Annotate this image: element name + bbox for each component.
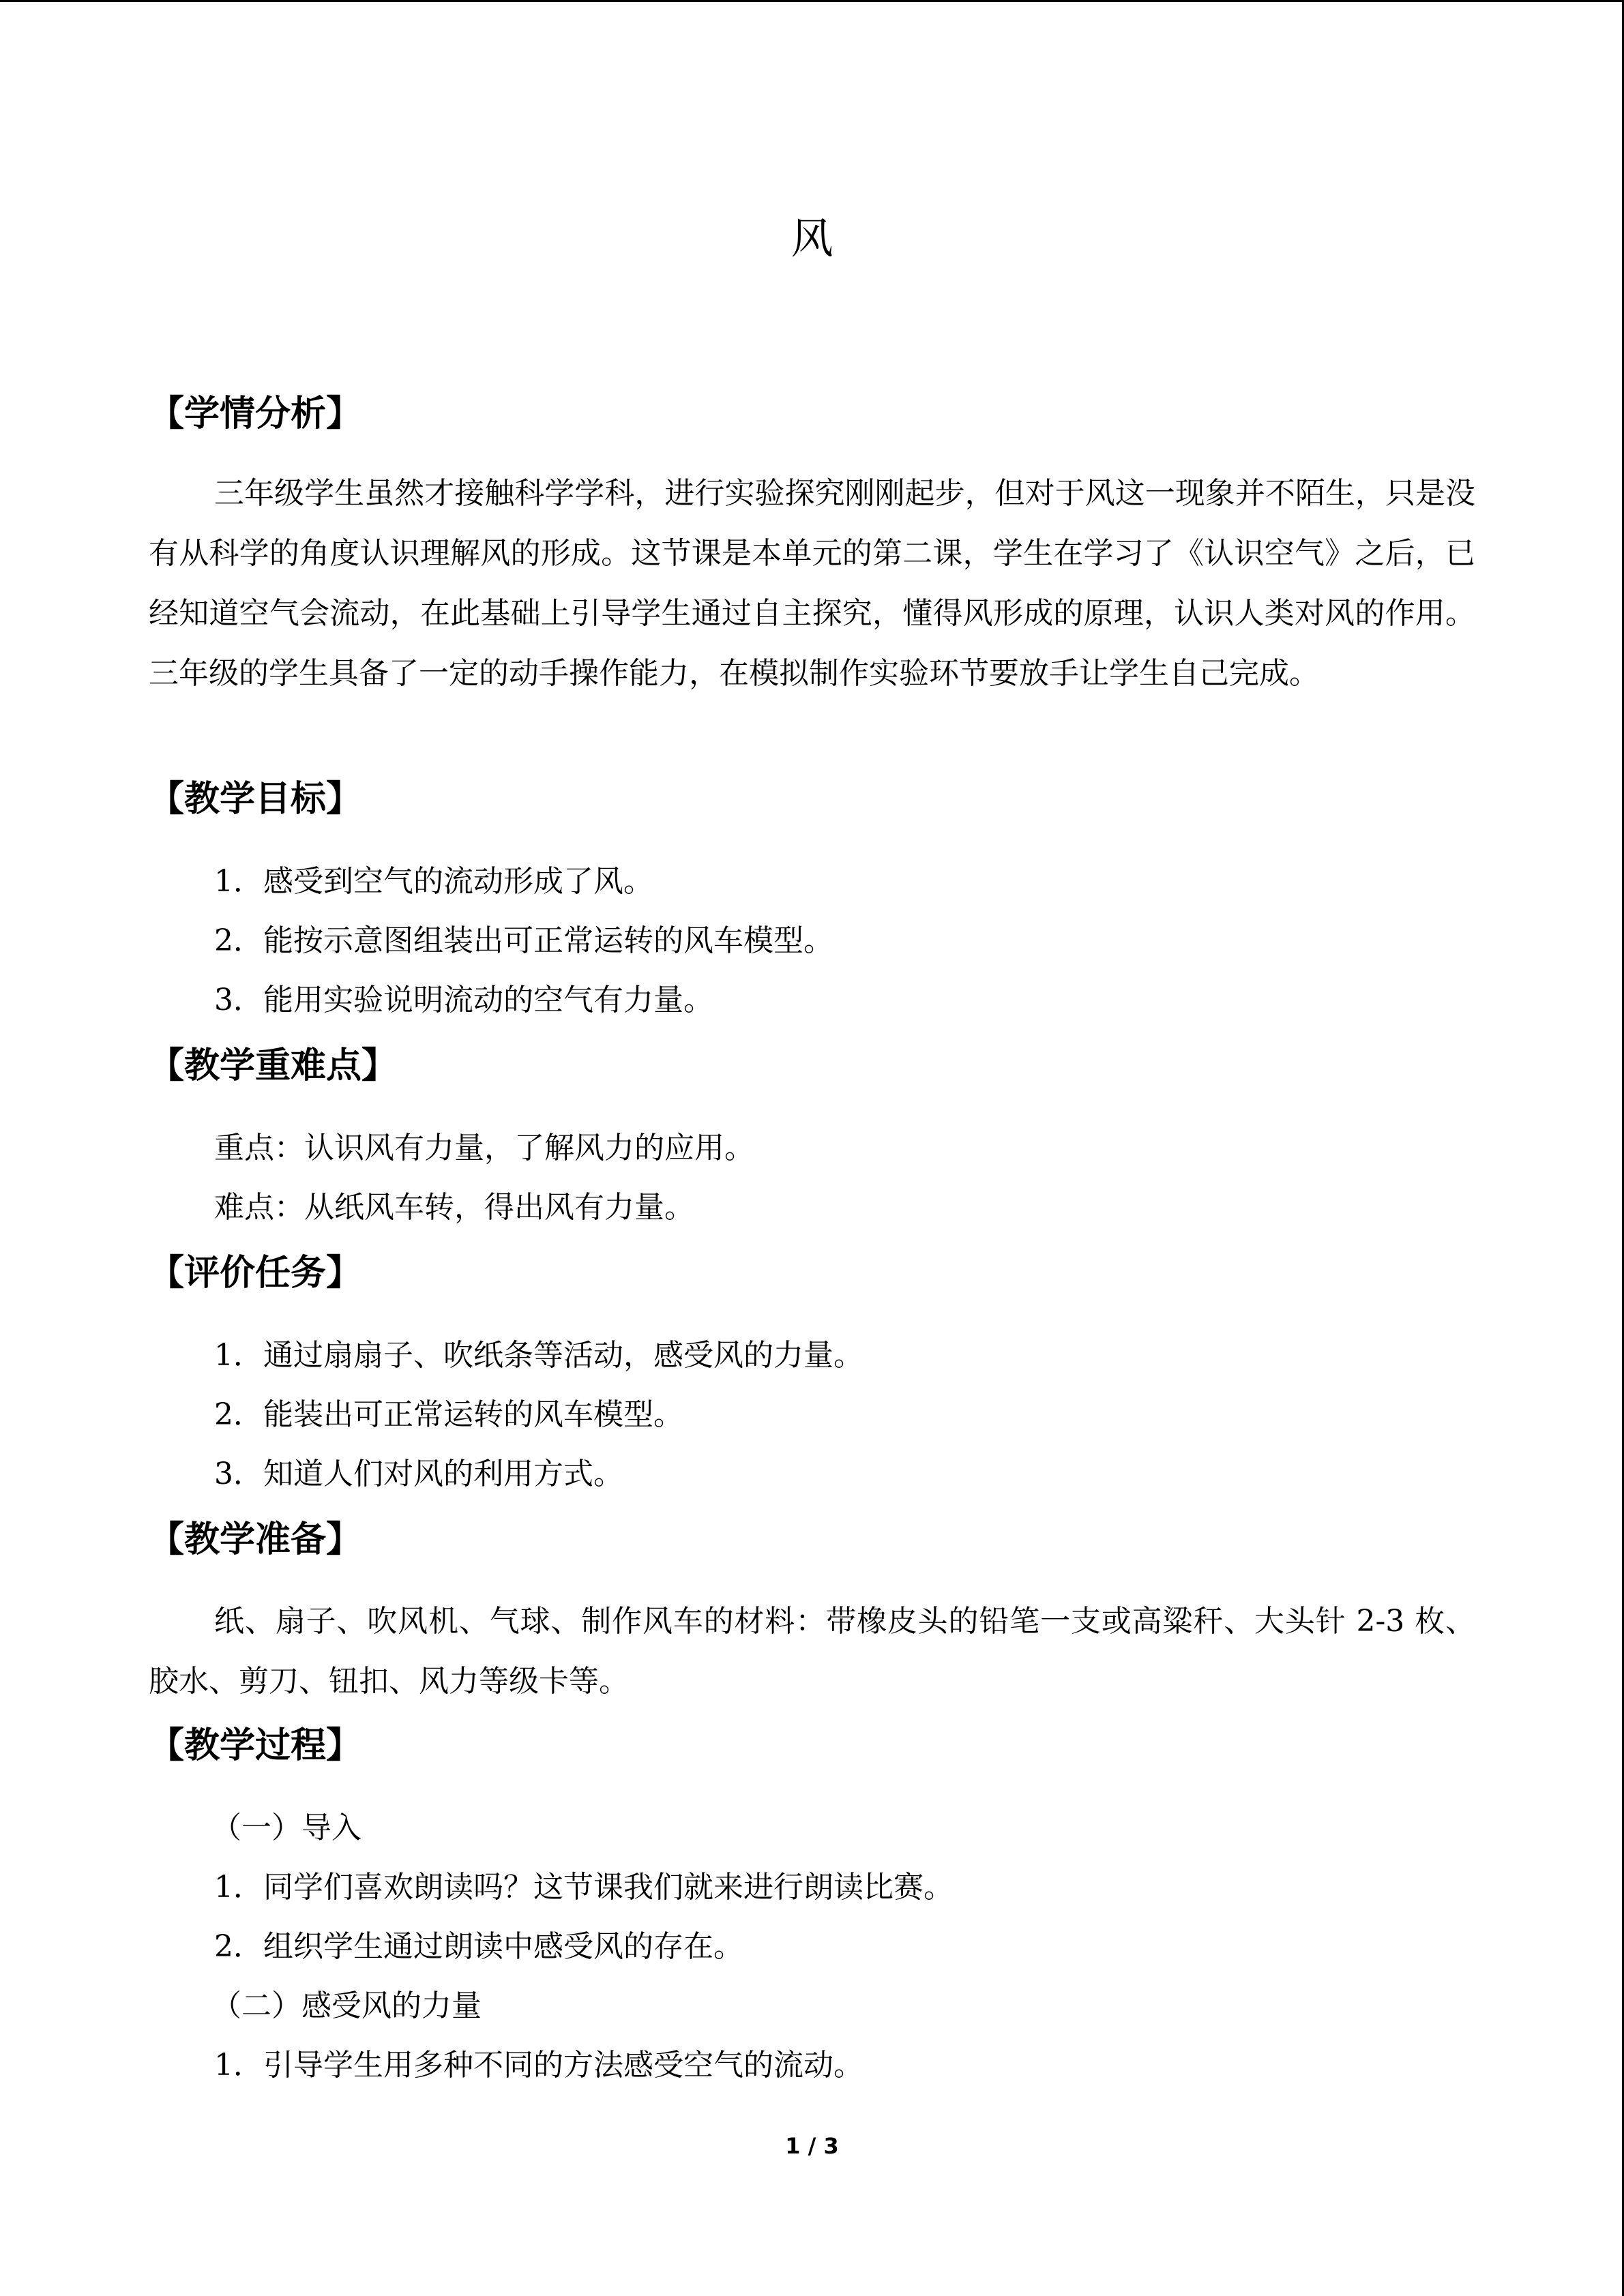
paragraph-analysis: 三年级学生虽然才接触科学学科，进行实验探究刚刚起步，但对于风这一现象并不陌生，只是没有从科学的角度认识理解风的形成。这节课是本单元的第二课，学生在学习了《认识空气》之后，已经知道空气会流动，在此基础上引导学生通过自主探究，懂得风形成的原理，认识人类对风的作用。三年级的学生具备了一定的动手操作能力，在模拟制作实验环节要放手让学生自己完成。 [149,476,1475,691]
heading-evaluation: 【评价任务】 [149,1253,362,1294]
page-number: 1 / 3 [785,2133,839,2159]
process-subheading-wind-force: （二）感受风的力量 [211,1988,482,2023]
page-title: 风 [791,213,833,263]
keypoint-focus: 重点：认识风有力量，了解风力的应用。 [214,1131,754,1165]
goal-item-3: 3．能用实验说明流动的空气有力量。 [214,983,713,1017]
evaluation-item-1: 1．通过扇扇子、吹纸条等活动，感受风的力量。 [214,1338,863,1373]
heading-goals: 【教学目标】 [149,779,362,820]
keypoint-difficulty: 难点：从纸风车转，得出风有力量。 [214,1190,694,1225]
goal-item-1: 1．感受到空气的流动形成了风。 [214,864,653,899]
heading-keypoints: 【教学重难点】 [149,1045,398,1086]
process-item-2: 2．组织学生通过朗读中感受风的存在。 [214,1929,743,1964]
heading-process: 【教学过程】 [149,1725,362,1766]
heading-preparation: 【教学准备】 [149,1519,362,1560]
process-subheading-intro: （一）导入 [211,1810,361,1845]
process-item-1: 1．同学们喜欢朗读吗？这节课我们就来进行朗读比赛。 [214,1870,954,1905]
heading-analysis: 【学情分析】 [149,393,362,434]
goal-item-2: 2．能按示意图组装出可正常运转的风车模型。 [214,923,833,958]
evaluation-item-2: 2．能装出可正常运转的风车模型。 [214,1397,683,1432]
evaluation-item-3: 3．知道人们对风的利用方式。 [214,1457,623,1491]
page-border-top [0,0,1624,2]
process-item-3: 1．引导学生用多种不同的方法感受空气的流动。 [214,2048,863,2083]
paragraph-preparation: 纸、扇子、吹风机、气球、制作风车的材料：带橡皮头的铅笔一支或高粱秆、大头针 2-3 枚、胶水、剪刀、钮扣、风力等级卡等。 [149,1604,1475,1699]
